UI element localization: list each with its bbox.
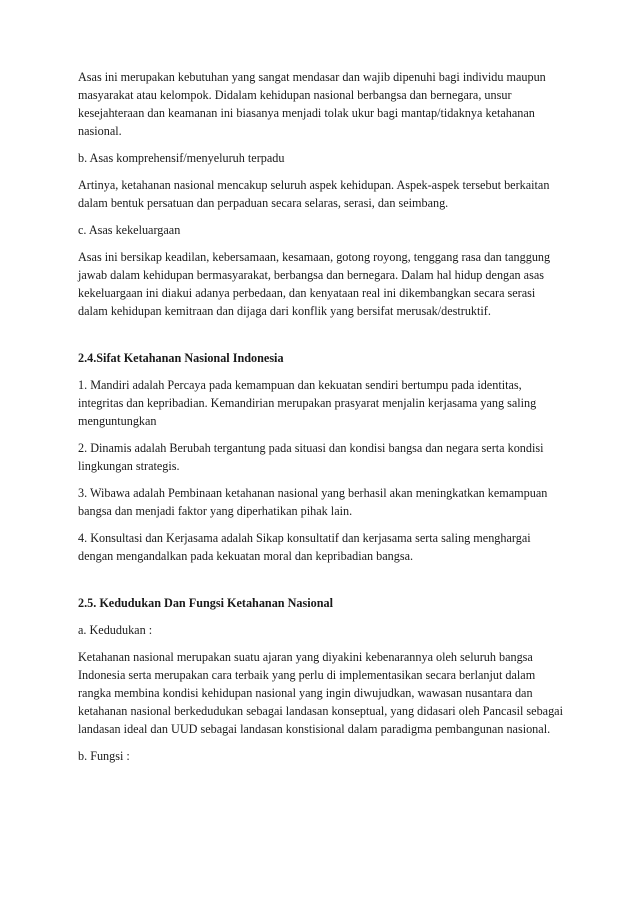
paragraph-kedudukan: Ketahanan nasional merupakan suatu ajaran yang diyakini kebenarannya oleh seluruh bangsa Indonesia serta merupakan cara terbaik yang perlu di implementasikan secara berlanjut dalam rangka membina kondisi kehidupan nasional yang ingin diwujudkan, wawasan nusantara dan ketahanan nasional berkedudukan sebagai landasan konseptual, yang didasari oleh Pancasil sebagai landasan ideal dan UUD sebagai landasan konstisional dalam paradigma pembangunan nasional. bbox=[78, 650, 563, 736]
subheading-asas-komprehensif: b. Asas komprehensif/menyeluruh terpadu bbox=[78, 151, 285, 165]
document-page bbox=[78, 68, 568, 774]
paragraph-asas-komprehensif: Artinya, ketahanan nasional mencakup seluruh aspek kehidupan. Aspek-aspek tersebut berkaitan dalam bentuk persatuan dan perpaduan secara selaras, serasi, dan seimbang. bbox=[78, 178, 550, 210]
paragraph-asas-kesejahteraan: Asas ini merupakan kebutuhan yang sangat mendasar dan wajib dipenuhi bagi individu maupun masyarakat atau kelompok. Didalam kehidupan nasional berbangsa dan bernegara, unsur kesejahteraan dan keamanan ini biasanya menjadi tolak ukur bagi mantap/tidaknya ketahanan nasional. bbox=[78, 70, 546, 138]
subheading-fungsi: b. Fungsi : bbox=[78, 749, 130, 763]
list-item-wibawa: 3. Wibawa adalah Pembinaan ketahanan nasional yang berhasil akan meningkatkan kemampuan bangsa dan menjadi faktor yang diperhatikan pihak lain. bbox=[78, 486, 548, 518]
section-spacer bbox=[78, 329, 568, 349]
subheading-kedudukan: a. Kedudukan : bbox=[78, 623, 153, 637]
section-heading-kedudukan-fungsi: 2.5. Kedudukan Dan Fungsi Ketahanan Nasional bbox=[78, 596, 334, 610]
subheading-asas-kekeluargaan: c. Asas kekeluargaan bbox=[78, 223, 181, 237]
section-heading-sifat: 2.4.Sifat Ketahanan Nasional Indonesia bbox=[78, 351, 284, 365]
list-item-konsultasi: 4. Konsultasi dan Kerjasama adalah Sikap konsultatif dan kerjasama serta saling menghargai dengan mengandalkan pada kekuatan moral dan kepribadian bangsa. bbox=[78, 531, 531, 563]
paragraph-asas-kekeluargaan: Asas ini bersikap keadilan, kebersamaan, kesamaan, gotong royong, tenggang rasa dan tanggung jawab dalam kehidupan bermasyarakat, berbangsa dan bernegara. Dalam hal hidup dengan asas kekeluargaan ini diakui adanya perbedaan, dan kenyataan real ini dikembangkan secara serasi dalam kehidupan kemitraan dan dijaga dari konflik yang bersifat merusak/destruktif. bbox=[78, 250, 551, 318]
section-spacer bbox=[78, 574, 568, 594]
list-item-dinamis: 2. Dinamis adalah Berubah tergantung pada situasi dan kondisi bangsa dan negara serta kondisi lingkungan strategis. bbox=[78, 441, 544, 473]
list-item-mandiri: 1. Mandiri adalah Percaya pada kemampuan dan kekuatan sendiri bertumpu pada identitas, integritas dan kepribadian. Kemandirian merupakan prasyarat menjalin kerjasama yang saling menguntungkan bbox=[78, 378, 537, 428]
